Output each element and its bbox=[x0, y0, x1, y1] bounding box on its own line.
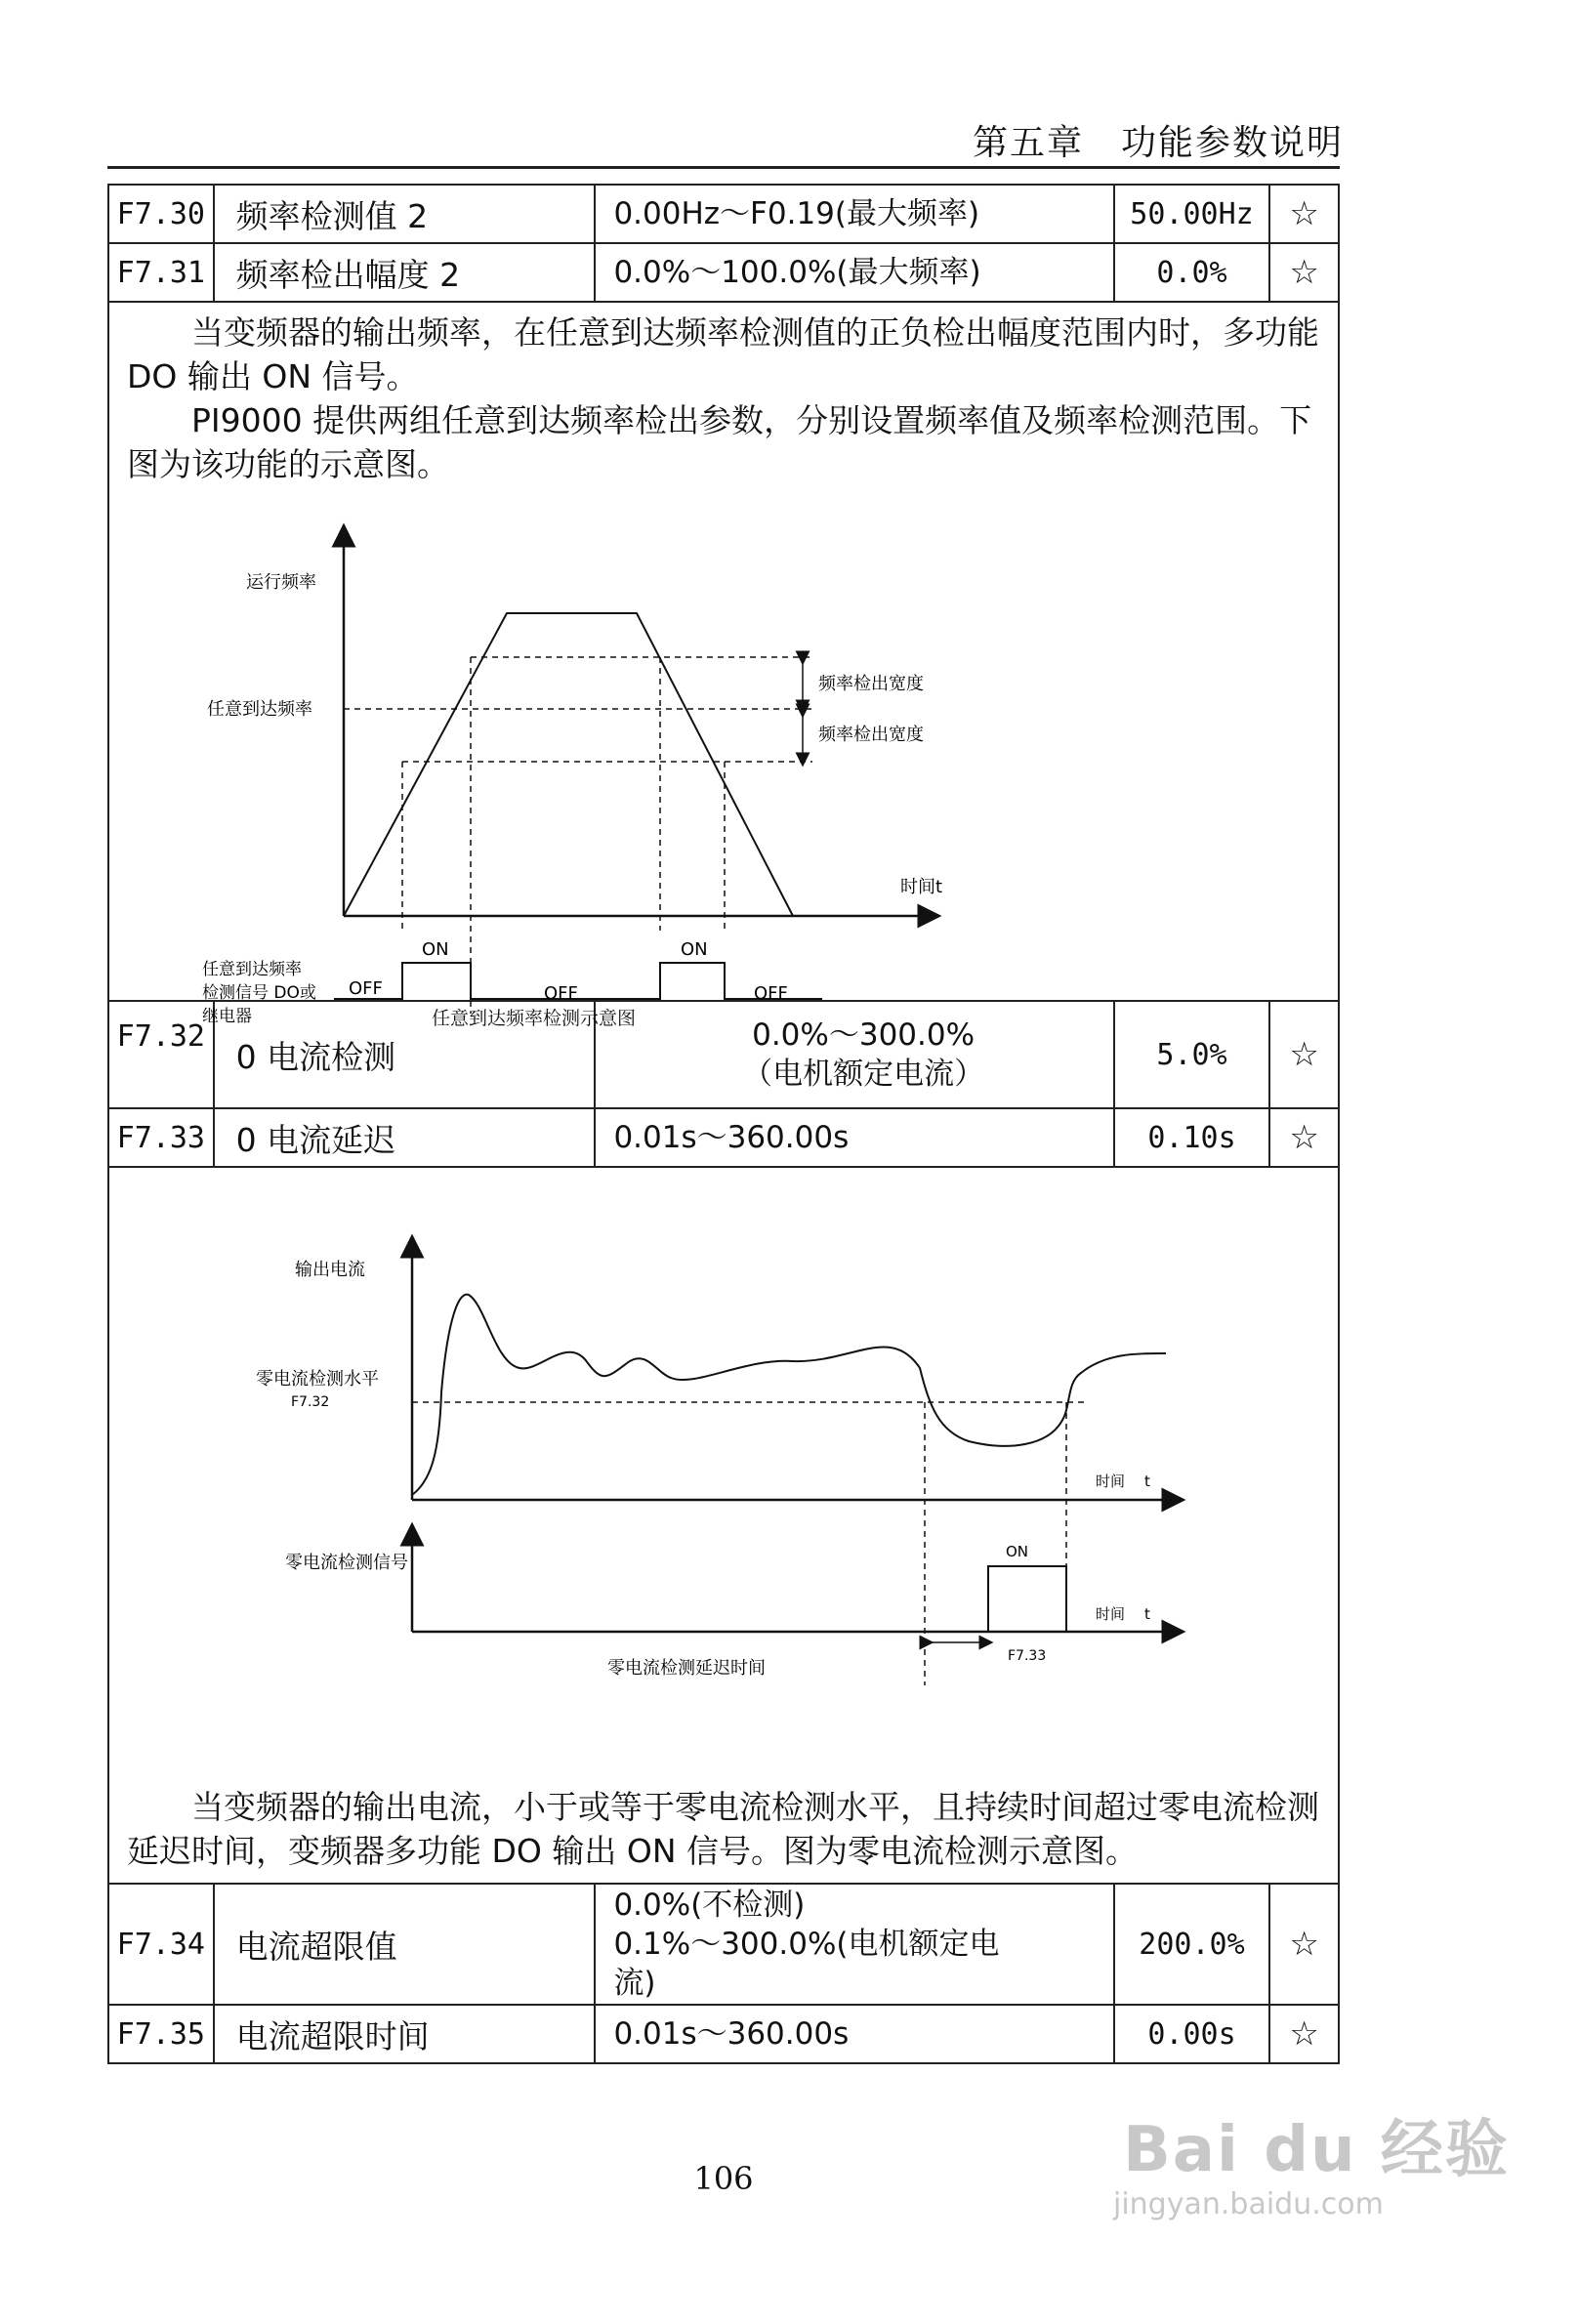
watermark-logo: Bai du 经验 bbox=[1123, 2114, 1510, 2186]
level-label: 零电流检测水平 bbox=[256, 1369, 379, 1390]
off-label: OFF bbox=[754, 983, 788, 1004]
time-label: 时间 bbox=[1096, 1605, 1126, 1623]
param-name: 0 电流延迟 bbox=[215, 1109, 597, 1166]
header-rule bbox=[107, 166, 1340, 169]
range-line: 0.0%(不检测) bbox=[613, 1888, 806, 1923]
current-curve bbox=[412, 1295, 1166, 1495]
desc-paragraph: 当变频器的输出频率，在任意到达频率检测值的正负检出幅度范围内时，多功能 DO 输出 ON 信号。 bbox=[127, 313, 1319, 395]
delay-param: F7.33 bbox=[1008, 1648, 1047, 1664]
do-signal-waveform bbox=[334, 963, 822, 999]
signal-label: 继电器 bbox=[202, 1007, 252, 1026]
figure-caption: 任意到达频率检测示意图 bbox=[432, 1008, 637, 1029]
range-line: （电机额定电流） bbox=[742, 1057, 985, 1092]
star-icon: ☆ bbox=[1289, 2014, 1319, 2054]
watermark-url: jingyan.baidu.com bbox=[1113, 2187, 1384, 2221]
range-line: 0.00Hz～F0.19(最大频率) bbox=[613, 196, 980, 231]
star-icon: ☆ bbox=[1289, 1118, 1319, 1157]
star-icon: ☆ bbox=[1289, 1925, 1319, 1964]
off-label: OFF bbox=[544, 983, 578, 1004]
frequency-curve bbox=[344, 613, 793, 916]
param-code: F7.33 bbox=[109, 1109, 215, 1166]
on-label: ON bbox=[681, 939, 708, 960]
param-code: F7.34 bbox=[109, 1885, 215, 2004]
param-code: F7.32 bbox=[109, 1002, 215, 1107]
signal-label: 零电流检测信号 bbox=[285, 1553, 408, 1573]
signal-label: 任意到达频率 bbox=[202, 960, 302, 979]
parameter-table bbox=[107, 184, 1340, 2064]
param-range bbox=[596, 1109, 1114, 1166]
param-range bbox=[596, 1002, 1114, 1107]
star-icon: ☆ bbox=[1289, 194, 1319, 233]
zero-current-figure bbox=[109, 1168, 1338, 1758]
range-line: 流) bbox=[613, 1966, 656, 2001]
signal-label: 检测信号 DO或 bbox=[202, 983, 316, 1003]
param-code: F7.35 bbox=[109, 2006, 215, 2062]
param-row-f7-31 bbox=[109, 244, 1338, 303]
param-default: 5.0% bbox=[1115, 1002, 1270, 1107]
desc-paragraph: 当变频器的输出电流，小于或等于零电流检测水平，且持续时间超过零电流检测延迟时间，变频器多功能 DO 输出 ON 信号。图为零电流检测示意图。 bbox=[127, 1788, 1319, 1870]
y-axis-label: 输出电流 bbox=[295, 1260, 365, 1280]
param-row-f7-34 bbox=[109, 1885, 1338, 2006]
param-name: 频率检测值 2 bbox=[215, 186, 597, 242]
freq-detect-figure bbox=[109, 486, 1338, 1029]
param-range bbox=[596, 1885, 1114, 2004]
param-row-f7-33 bbox=[109, 1109, 1338, 1168]
param-default: 0.0% bbox=[1115, 244, 1270, 301]
star-icon: ☆ bbox=[1289, 253, 1319, 292]
level-label: 任意到达频率 bbox=[207, 699, 312, 720]
chapter-header: 第五章 功能参数说明 bbox=[972, 123, 1344, 163]
param-row-f7-35 bbox=[109, 2006, 1338, 2062]
zero-current-section bbox=[109, 1168, 1338, 1885]
desc-paragraph: PI9000 提供两组任意到达频率检出参数，分别设置频率值及频率检测范围。下图为该功能的示意图。 bbox=[127, 401, 1312, 483]
t-label: t bbox=[1144, 1605, 1150, 1623]
y-axis-label: 运行频率 bbox=[246, 572, 316, 593]
on-label: ON bbox=[1006, 1543, 1029, 1560]
zero-current-diagram bbox=[109, 1168, 1338, 1754]
time-label: 时间t bbox=[900, 877, 943, 897]
param-code: F7.31 bbox=[109, 244, 215, 301]
level-param: F7.32 bbox=[291, 1394, 330, 1410]
param-default: 200.0% bbox=[1115, 1885, 1270, 2004]
range-line: 0.0%～300.0% bbox=[752, 1017, 976, 1053]
delay-label: 零电流检测延迟时间 bbox=[607, 1658, 766, 1679]
param-name: 电流超限值 bbox=[215, 1885, 597, 2004]
width-label-lower: 频率检出宽度 bbox=[818, 725, 924, 745]
range-line: 0.1%～300.0%(电机额定电 bbox=[613, 1927, 1000, 1962]
param-name: 电流超限时间 bbox=[215, 2006, 597, 2062]
page-number: 106 bbox=[693, 2160, 754, 2197]
param-range bbox=[596, 186, 1114, 242]
freq-detect-section bbox=[109, 303, 1338, 1029]
param-range bbox=[596, 2006, 1114, 2062]
param-row-f7-30 bbox=[109, 186, 1338, 244]
time-label: 时间 bbox=[1096, 1473, 1126, 1490]
on-pulse bbox=[988, 1566, 1066, 1632]
param-row-f7-32 bbox=[109, 1002, 1338, 1109]
param-default: 0.00s bbox=[1115, 2006, 1270, 2062]
off-label: OFF bbox=[349, 978, 383, 999]
t-label: t bbox=[1144, 1473, 1150, 1490]
width-label-upper: 频率检出宽度 bbox=[818, 674, 924, 694]
star-icon: ☆ bbox=[1289, 1035, 1319, 1074]
param-name: 频率检出幅度 2 bbox=[215, 244, 597, 301]
on-label: ON bbox=[422, 939, 449, 960]
range-line: 0.01s～360.00s bbox=[613, 1120, 850, 1155]
range-line: 0.01s～360.00s bbox=[613, 2016, 850, 2052]
param-default: 50.00Hz bbox=[1115, 186, 1270, 242]
range-line: 0.0%～100.0%(最大频率) bbox=[613, 255, 981, 290]
param-range bbox=[596, 244, 1114, 301]
param-name: 0 电流检测 bbox=[215, 1002, 597, 1107]
param-default: 0.10s bbox=[1115, 1109, 1270, 1166]
param-code: F7.30 bbox=[109, 186, 215, 242]
